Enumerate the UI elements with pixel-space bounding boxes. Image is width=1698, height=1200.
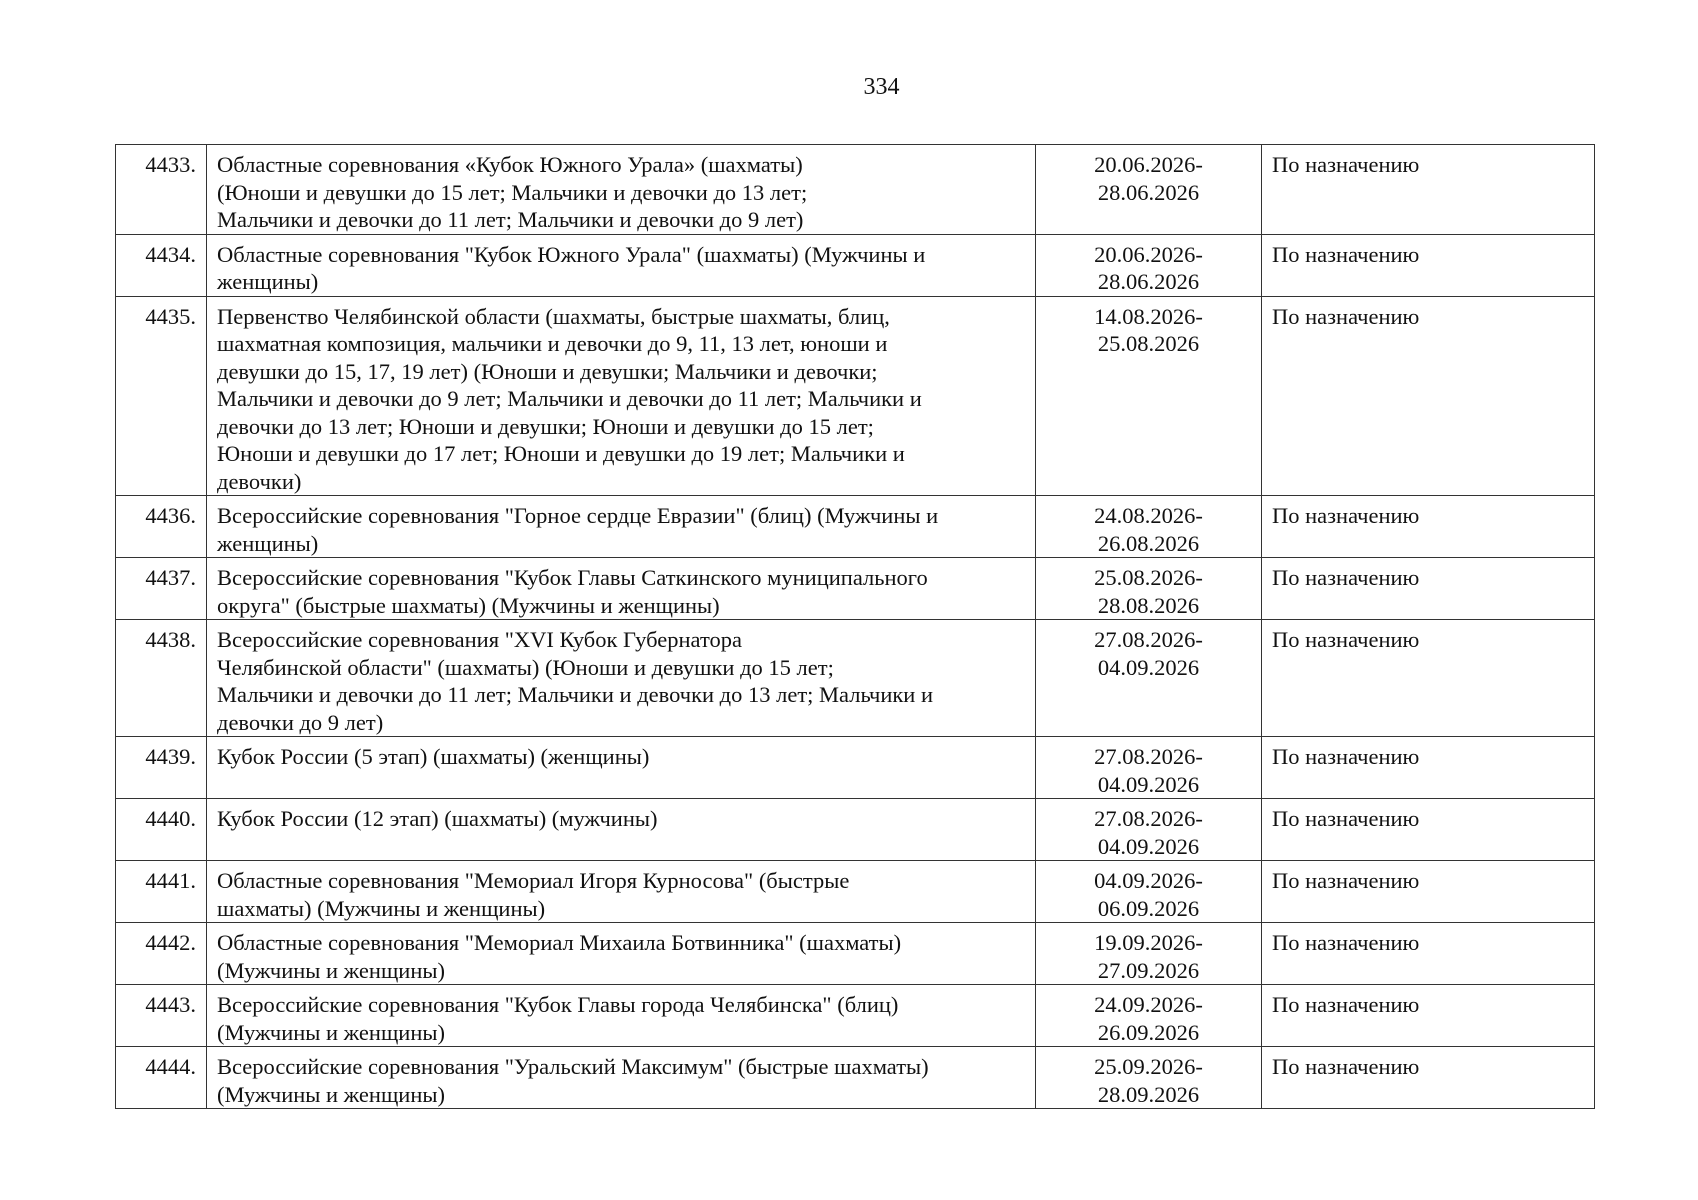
event-dates — [1036, 737, 1262, 799]
event-note: По назначению — [1262, 145, 1595, 235]
row-number: 4435. — [116, 296, 207, 496]
table-row — [116, 799, 1595, 861]
date-start: 25.08.2026- — [1094, 565, 1203, 590]
event-name-line: девушки до 15, 17, 19 лет) (Юноши и девушки; Мальчики и девочки; — [217, 358, 878, 384]
event-name — [207, 1047, 1036, 1109]
event-name-line: Мальчики и девочки до 11 лет; Мальчики и девочки до 9 лет) — [217, 207, 804, 232]
event-note: По назначению — [1262, 496, 1595, 558]
date-start: 27.08.2026- — [1094, 627, 1203, 652]
table-row — [116, 923, 1595, 985]
event-dates — [1036, 558, 1262, 620]
table-row — [116, 296, 1595, 496]
date-end: 28.08.2026 — [1097, 592, 1200, 618]
row-number: 4438. — [116, 620, 207, 737]
row-number: 4440. — [116, 799, 207, 861]
event-name-line: Первенство Челябинской области (шахматы, быстрые шахматы, блиц, — [217, 303, 890, 329]
event-note: По назначению — [1262, 985, 1595, 1047]
event-name-line: (Юноши и девушки до 15 лет; Мальчики и девочки до 13 лет; — [217, 179, 808, 205]
date-start: 24.08.2026- — [1094, 503, 1203, 528]
event-name-line: Всероссийские соревнования "Уральский Максимум" (быстрые шахматы) — [217, 1054, 929, 1079]
date-end: 28.09.2026 — [1097, 1081, 1200, 1107]
event-note: По назначению — [1262, 861, 1595, 923]
date-end: 26.08.2026 — [1097, 530, 1200, 556]
events-table-body — [116, 145, 1595, 1109]
event-name-line: шахматная композиция, мальчики и девочки до 9, 11, 13 лет, юноши и — [217, 331, 888, 356]
event-note: По назначению — [1262, 234, 1595, 296]
event-dates — [1036, 620, 1262, 737]
table-row — [116, 985, 1595, 1047]
row-number: 4436. — [116, 496, 207, 558]
event-dates — [1036, 985, 1262, 1047]
date-start: 20.06.2026- — [1094, 152, 1203, 177]
date-start: 14.08.2026- — [1094, 303, 1203, 329]
event-name-line: Областные соревнования "Мемориал Михаила Ботвинника" (шахматы) — [217, 930, 902, 955]
row-number: 4437. — [116, 558, 207, 620]
event-dates — [1036, 496, 1262, 558]
event-name — [207, 985, 1036, 1047]
row-number: 4434. — [116, 234, 207, 296]
event-name — [207, 737, 1036, 799]
row-number: 4442. — [116, 923, 207, 985]
event-name-line: Юноши и девушки до 17 лет; Юноши и девушки до 19 лет; Мальчики и — [217, 441, 905, 466]
event-name-line: (Мужчины и женщины) — [217, 1081, 445, 1107]
event-name-line: женщины) — [217, 269, 319, 294]
event-name-line: Областные соревнования "Кубок Южного Урала" (шахматы) (Мужчины и — [217, 241, 926, 267]
date-start: 19.09.2026- — [1094, 930, 1203, 955]
event-name-line: Областные соревнования «Кубок Южного Урала» (шахматы) — [217, 152, 803, 177]
events-table — [115, 144, 1595, 1109]
date-end: 04.09.2026 — [1097, 771, 1200, 797]
row-number: 4439. — [116, 737, 207, 799]
event-dates — [1036, 1047, 1262, 1109]
table-row — [116, 558, 1595, 620]
table-row — [116, 620, 1595, 737]
event-name-line: Всероссийские соревнования "Кубок Главы Саткинского муниципального — [217, 565, 928, 590]
event-note: По назначению — [1262, 1047, 1595, 1109]
event-name-line: Всероссийские соревнования "XVI Кубок Губернатора — [217, 627, 742, 652]
table-row — [116, 496, 1595, 558]
date-start: 27.08.2026- — [1094, 806, 1203, 831]
event-note: По назначению — [1262, 923, 1595, 985]
date-start: 04.09.2026- — [1094, 868, 1203, 893]
event-name-line: Челябинской области" (шахматы) (Юноши и девушки до 15 лет; — [217, 654, 834, 680]
row-number: 4441. — [116, 861, 207, 923]
page-number: 334 — [863, 74, 900, 100]
date-end: 26.09.2026 — [1097, 1019, 1200, 1045]
event-name-line: (Мужчины и женщины) — [217, 1019, 445, 1045]
row-number: 4444. — [116, 1047, 207, 1109]
event-name — [207, 496, 1036, 558]
event-name-line: Кубок России (5 этап) (шахматы) (женщины) — [217, 744, 650, 769]
event-name — [207, 296, 1036, 496]
event-note: По назначению — [1262, 296, 1595, 496]
event-dates — [1036, 145, 1262, 235]
date-start: 27.08.2026- — [1094, 744, 1203, 769]
date-start: 24.09.2026- — [1094, 992, 1203, 1017]
row-number: 4443. — [116, 985, 207, 1047]
event-name-line: (Мужчины и женщины) — [217, 957, 445, 983]
row-number: 4433. — [116, 145, 207, 235]
event-dates — [1036, 861, 1262, 923]
event-dates — [1036, 923, 1262, 985]
date-end: 28.06.2026 — [1097, 269, 1200, 294]
date-end: 27.09.2026 — [1097, 957, 1200, 983]
event-name-line: Всероссийские соревнования "Горное сердце Евразии" (блиц) (Мужчины и — [217, 503, 939, 528]
event-name-line: Всероссийские соревнования "Кубок Главы города Челябинска" (блиц) — [217, 992, 899, 1017]
event-name — [207, 145, 1036, 235]
table-row — [116, 234, 1595, 296]
event-name-line: девочки) — [217, 468, 302, 494]
event-name-line: Мальчики и девочки до 11 лет; Мальчики и девочки до 13 лет; Мальчики и — [217, 682, 934, 707]
date-end: 06.09.2026 — [1097, 895, 1200, 921]
event-note: По назначению — [1262, 558, 1595, 620]
table-row — [116, 145, 1595, 235]
event-name — [207, 558, 1036, 620]
event-name-line: Кубок России (12 этап) (шахматы) (мужчины) — [217, 806, 658, 831]
event-name — [207, 799, 1036, 861]
table-row — [116, 737, 1595, 799]
event-dates — [1036, 234, 1262, 296]
event-name-line: Областные соревнования "Мемориал Игоря Курносова" (быстрые — [217, 868, 850, 893]
date-start: 20.06.2026- — [1094, 241, 1203, 267]
date-end: 28.06.2026 — [1097, 179, 1200, 205]
date-end: 25.08.2026 — [1097, 331, 1200, 356]
event-dates — [1036, 296, 1262, 496]
event-name-line: Мальчики и девочки до 9 лет; Мальчики и девочки до 11 лет; Мальчики и — [217, 386, 922, 411]
event-name — [207, 923, 1036, 985]
event-dates — [1036, 799, 1262, 861]
event-name-line: девочки до 9 лет) — [217, 709, 384, 735]
table-row — [116, 1047, 1595, 1109]
event-name — [207, 861, 1036, 923]
date-start: 25.09.2026- — [1094, 1054, 1203, 1079]
event-name-line: женщины) — [217, 530, 319, 556]
date-end: 04.09.2026 — [1097, 654, 1200, 680]
event-name — [207, 620, 1036, 737]
event-name — [207, 234, 1036, 296]
table-row — [116, 861, 1595, 923]
date-end: 04.09.2026 — [1097, 833, 1200, 859]
event-note: По назначению — [1262, 737, 1595, 799]
event-name-line: девочки до 13 лет; Юноши и девушки; Юноши и девушки до 15 лет; — [217, 413, 874, 439]
event-name-line: округа" (быстрые шахматы) (Мужчины и женщины) — [217, 592, 720, 618]
event-note: По назначению — [1262, 799, 1595, 861]
event-note: По назначению — [1262, 620, 1595, 737]
event-name-line: шахматы) (Мужчины и женщины) — [217, 895, 546, 921]
